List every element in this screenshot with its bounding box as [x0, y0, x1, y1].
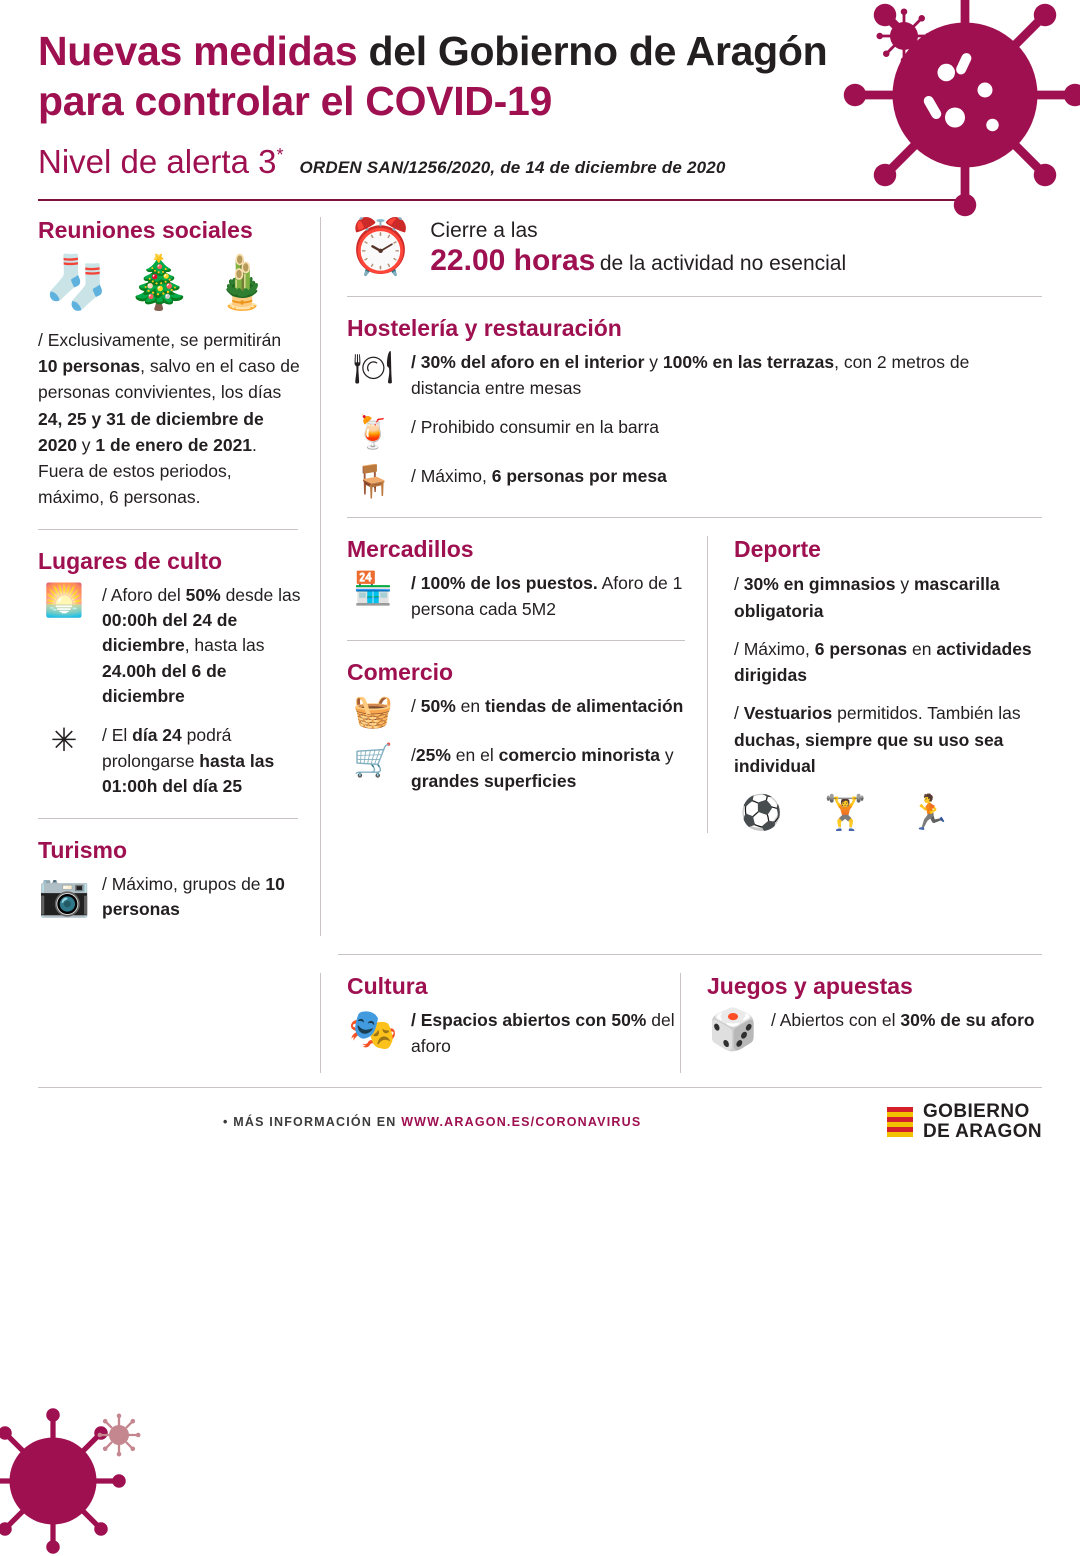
- section-heading-hosteleria: Hostelería y restauración: [347, 315, 622, 342]
- order-reference: ORDEN SAN/1256/2020, de 14 de diciembre de 2020: [299, 157, 726, 177]
- deporte-item-1: [734, 571, 1042, 624]
- aragon-flag-icon: [887, 1107, 913, 1137]
- left-divider-2: [38, 818, 298, 819]
- reuniones-sociales-text: [38, 327, 302, 511]
- d3-b1: Vestuarios: [743, 703, 833, 724]
- rs-b1: 10 personas: [38, 356, 141, 377]
- government-logo: [887, 1102, 1042, 1142]
- cu-t1: del aforo: [411, 1010, 675, 1056]
- left-divider-1: [38, 529, 298, 530]
- closing-time-value: 22.00 horas: [430, 244, 596, 278]
- right-column: [320, 217, 1042, 937]
- grocery-basket-icon: 🧺: [353, 692, 393, 731]
- soccer-ball-icon: ⚽: [740, 793, 783, 834]
- shopping-cart-icon: 🛒: [353, 741, 393, 780]
- w1-b3: 24.00h del 6 de diciembre: [102, 660, 227, 707]
- c2-t2: en el: [450, 745, 499, 766]
- c2-t1: /: [411, 745, 416, 766]
- alert-level: [38, 143, 283, 181]
- deporte-column: [707, 536, 1042, 833]
- more-info-prefix: • MÁS INFORMACIÓN EN: [223, 1115, 402, 1130]
- cu-b1: / Espacios abiertos con 50%: [411, 1010, 647, 1031]
- w2-b1: día 24: [132, 725, 182, 746]
- title-part-3: para controlar el COVID-19: [38, 78, 552, 125]
- hosteleria-item-2: [347, 412, 1042, 451]
- hosteleria-item-3-text: [411, 464, 667, 489]
- section-heading-comercio: Comercio: [347, 659, 454, 686]
- c1-b2: tiendas de alimentación: [484, 696, 684, 717]
- juegos-text: [771, 1008, 1035, 1033]
- rs-t1: / Exclusivamente, se permitirán: [38, 329, 282, 350]
- dice-icon: 🎲: [708, 1007, 758, 1054]
- main-content: [38, 217, 1042, 937]
- worship-item-2: [38, 723, 302, 799]
- rs-b3: 1 de enero de 2021: [95, 434, 253, 455]
- title-part-2: del Gobierno de Aragón: [357, 28, 828, 74]
- deporte-icons-row: [734, 793, 1042, 833]
- d1-t1: /: [734, 574, 744, 595]
- section-heading-mercadillos: Mercadillos: [347, 536, 474, 563]
- comercio-item-2-text: [411, 743, 685, 794]
- h1-b1: / 30% del aforo en el interior: [411, 352, 645, 373]
- table-chairs-icon: 🪑: [353, 462, 393, 501]
- gov-line-1: GOBIERNO: [922, 1101, 1030, 1123]
- cultura-text: [411, 1008, 680, 1059]
- hosteleria-item-3: [347, 464, 1042, 499]
- rs-t4: . Fuera de estos periodos, máximo, 6 personas.: [38, 434, 257, 508]
- mercadillos-divider: [347, 640, 685, 641]
- mercadillos-item: [347, 571, 685, 622]
- section-heading-reuniones-sociales: Reuniones sociales: [38, 216, 253, 243]
- me-t1: Aforo de 1 persona cada 5M2: [411, 573, 683, 619]
- right-divider-1: [347, 296, 1042, 297]
- c2-b3: grandes superficies: [411, 770, 577, 791]
- w1-b2: 00:00h del 24 de diciembre: [102, 609, 238, 656]
- subtitle-row: [38, 143, 1042, 181]
- bottom-spacer: [38, 973, 320, 1073]
- virus-small-bottom-icon: [96, 1412, 142, 1458]
- w1-t1: / Aforo del: [102, 584, 186, 605]
- hosteleria-item-1: [347, 350, 1042, 401]
- w1-t2: desde las: [220, 584, 301, 605]
- virus-bottom-icon: [0, 1406, 128, 1556]
- d2-t1: / Máximo,: [734, 638, 815, 659]
- c1-t1: /: [411, 696, 421, 717]
- deporte-item-3: [734, 700, 1042, 779]
- d3-b3: duchas, siempre que su uso sea individual: [734, 729, 1004, 776]
- mercadillos-comercio-column: [347, 536, 707, 833]
- h1-t1: y: [644, 352, 663, 373]
- comercio-item-1: [347, 694, 685, 729]
- cocktail-icon: 🍹: [353, 412, 393, 451]
- juegos-item: [707, 1008, 1042, 1052]
- header-divider: [38, 199, 968, 201]
- w1-b1: 50%: [185, 584, 221, 605]
- d2-t2: en: [907, 638, 937, 659]
- w2-t1: / El: [102, 725, 133, 746]
- turismo-text: [102, 872, 302, 923]
- food-cloche-icon: 🍽: [352, 348, 394, 387]
- footer: [38, 1088, 1042, 1142]
- closing-time-banner: [347, 217, 1042, 278]
- government-logo-text: [923, 1102, 1042, 1142]
- bottom-divider: [338, 954, 1042, 955]
- w1-t3: , hasta las: [184, 635, 265, 656]
- alert-level-asterisk: *: [276, 144, 284, 165]
- closing-line-after: de la actividad no esencial: [599, 252, 847, 276]
- d3-t2: permitidos: [832, 703, 918, 724]
- ju-b1: 30% de su aforo: [900, 1010, 1035, 1031]
- page-title: [38, 26, 878, 127]
- camera-icon: 📷: [38, 869, 91, 919]
- c1-b1: 50%: [420, 696, 456, 717]
- star-sparkle-icon: ✳: [50, 721, 78, 760]
- alert-level-label: Nivel de alerta 3: [38, 142, 277, 180]
- worship-item-1-text: [102, 583, 302, 710]
- c1-t2: en: [455, 696, 485, 717]
- rs-t2: , salvo en el caso de personas convivientes, los días: [38, 356, 300, 403]
- c2-b2: comercio minorista: [498, 745, 661, 766]
- sunrise-icon: 🌅: [44, 580, 84, 619]
- d1-t2: y: [895, 574, 914, 595]
- rs-b2: 24, 25 y 31 de diciembre de 2020: [38, 408, 264, 455]
- cultura-column: [320, 973, 680, 1073]
- d3-b2: . También las: [917, 703, 1021, 724]
- worship-item-1: [38, 580, 302, 710]
- rs-t3: y: [76, 434, 96, 455]
- section-heading-juegos: Juegos y apuestas: [707, 973, 913, 1000]
- h1-t2: , con 2 metros de distancia entre mesas: [411, 352, 970, 398]
- right-divider-2: [347, 517, 1042, 518]
- middle-block: [347, 536, 1042, 833]
- h3-t1: / Máximo,: [411, 466, 492, 487]
- mercadillos-text: [411, 571, 685, 622]
- d3-t1: /: [734, 703, 744, 724]
- christmas-bauble-icon: 🎍: [209, 252, 275, 313]
- closing-time-text: [430, 217, 846, 278]
- turismo-item: [38, 869, 302, 923]
- d1-b2: mascarilla obligatoria: [734, 574, 1000, 621]
- running-icon: 🏃: [908, 793, 952, 834]
- weightlifting-icon: 🏋: [824, 793, 867, 834]
- alarm-clock-icon: ⏰: [347, 215, 415, 279]
- w2-t2: podrá prolongarse: [102, 725, 232, 771]
- theatre-masks-icon: 🎭: [348, 1007, 398, 1054]
- hosteleria-item-1-text: [411, 350, 1042, 401]
- worship-item-2-text: [102, 723, 302, 799]
- d1-b1: 30% en gimnasios: [743, 574, 896, 595]
- left-column: [38, 217, 320, 937]
- bottom-row: [38, 973, 1042, 1073]
- c2-b1: 25%: [415, 745, 451, 766]
- comercio-item-1-text: [411, 694, 683, 719]
- section-heading-cultura: Cultura: [347, 973, 428, 1000]
- w2-b2: hasta las 01:00h del día 25: [102, 750, 275, 797]
- hosteleria-item-2-text: / Prohibido consumir en la barra: [411, 416, 660, 437]
- christmas-icons-row: [44, 252, 302, 313]
- me-b1: / 100% de los puestos.: [411, 573, 598, 594]
- d2-b1: 6 personas: [814, 638, 908, 659]
- c2-t3: y: [660, 745, 674, 766]
- section-heading-lugares-de-culto: Lugares de culto: [38, 547, 223, 574]
- gov-line-2: DE ARAGON: [922, 1121, 1042, 1143]
- header: [38, 0, 1042, 201]
- h1-b2: 100% en las terrazas: [662, 352, 835, 373]
- christmas-tree-icon: 🎄: [126, 252, 192, 313]
- more-info-url[interactable]: WWW.ARAGON.ES/CORONAVIRUS: [401, 1115, 642, 1130]
- ju-t1: / Abiertos con el: [771, 1010, 901, 1031]
- cultura-item: [347, 1008, 680, 1059]
- tu-b1: 10 personas: [102, 873, 285, 919]
- tu-t1: / Máximo, grupos de: [102, 873, 266, 894]
- deporte-item-2: [734, 636, 1042, 689]
- section-heading-turismo: Turismo: [38, 836, 128, 863]
- closing-line-1: Cierre a las: [430, 218, 538, 242]
- more-info-line: [38, 1115, 641, 1129]
- title-part-1: Nuevas medidas: [38, 28, 358, 74]
- juegos-column: [680, 973, 1042, 1073]
- d2-b2: actividades dirigidas: [734, 638, 1032, 686]
- section-heading-deporte: Deporte: [734, 536, 821, 563]
- h3-b1: 6 personas por mesa: [491, 466, 667, 487]
- comercio-item-2: [347, 743, 685, 794]
- market-stall-icon: 🏪: [353, 569, 393, 608]
- christmas-stocking-icon: 🧦: [44, 252, 109, 313]
